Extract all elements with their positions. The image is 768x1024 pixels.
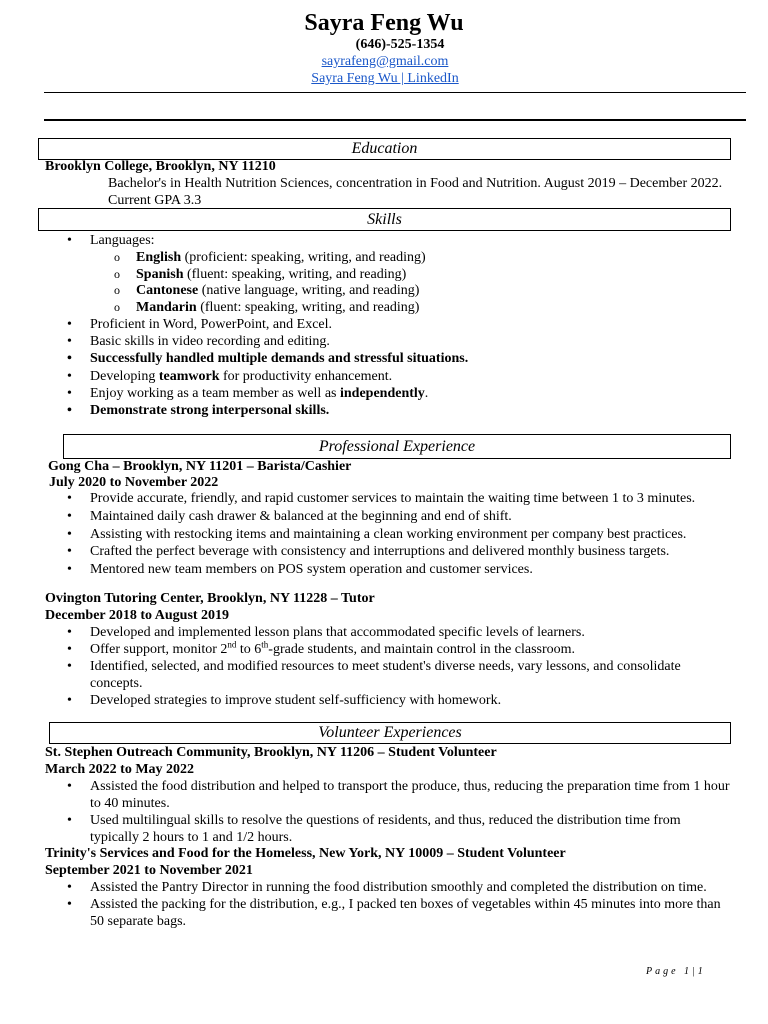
- job-dates: July 2020 to November 2022: [49, 475, 219, 490]
- language-item: [136, 299, 419, 316]
- volunteer-dates: September 2021 to November 2021: [45, 863, 253, 878]
- section-volunteer: [49, 722, 731, 744]
- phone-number: (646)-525-1354: [355, 37, 445, 52]
- language-name: Cantonese: [136, 283, 199, 298]
- list-item-continuation: 50 separate bags.: [90, 914, 187, 929]
- text-bold: teamwork: [158, 369, 220, 384]
- language-detail: (proficient: speaking, writing, and reading): [181, 250, 426, 265]
- list-item: • Successfully handled multiple demands and stressful situations.: [90, 350, 468, 367]
- list-item: • Proficient in Word, PowerPoint, and Excel.: [90, 316, 332, 333]
- degree: Bachelor's in Health Nutrition Sciences, concentration in Food and Nutrition. August 2019 – December 2022.: [108, 176, 723, 191]
- section-title: Volunteer Experiences: [318, 724, 462, 741]
- list-item: [90, 385, 428, 402]
- list-item: • Maintained daily cash drawer & balanced at the beginning and end of shift.: [90, 508, 512, 525]
- list-item-continuation: typically 2 hours to 1 and 1/2 hours.: [90, 830, 293, 845]
- section-title: Professional Experience: [318, 438, 476, 455]
- text: -grade students, and maintain control in the classroom.: [268, 642, 576, 657]
- text: for productivity enhancement.: [219, 369, 393, 384]
- language-name: Spanish: [136, 267, 184, 282]
- gpa: Current GPA 3.3: [108, 193, 202, 208]
- volunteer-dates: March 2022 to May 2022: [45, 762, 195, 777]
- list-item: • Assisted the Pantry Director in running the food distribution smoothly and completed the distribution on time.: [90, 879, 707, 896]
- list-item: • Used multilingual skills to resolve the questions of residents, and thus, reduced the distribution time from: [90, 812, 681, 829]
- volunteer-heading: St. Stephen Outreach Community, Brooklyn, NY 11206 – Student Volunteer: [45, 745, 497, 760]
- volunteer-heading: Trinity's Services and Food for the Homeless, New York, NY 10009 – Student Volunteer: [45, 846, 566, 861]
- school-name: Brooklyn College, Brooklyn, NY 11210: [45, 159, 276, 174]
- list-item: • Mentored new team members on POS system operation and customer services.: [90, 561, 533, 578]
- superscript: nd: [227, 639, 237, 650]
- list-item: [90, 641, 575, 658]
- list-item: • Assisting with restocking items and maintaining a clean working environment per company best practices.: [90, 526, 686, 543]
- section-experience: [63, 434, 731, 459]
- language-detail: (fluent: speaking, writing, and reading): [183, 267, 407, 282]
- section-skills: [38, 208, 731, 231]
- list-item-continuation: concepts.: [90, 676, 143, 691]
- text: .: [424, 386, 429, 401]
- text: Enjoy working as a team member as well as: [90, 386, 340, 401]
- page-number: Page 1|1: [646, 966, 706, 977]
- text: to 6: [236, 642, 262, 657]
- text: Developing: [90, 369, 159, 384]
- header-divider-thin: [44, 92, 746, 93]
- list-item: • Crafted the perfect beverage with consistency and interruptions and delivered monthly business targets.: [90, 543, 669, 560]
- list-item: • Provide accurate, friendly, and rapid customer services to maintain the waiting time between 1 to 3 minutes.: [90, 490, 695, 507]
- list-item: • Demonstrate strong interpersonal skills.: [90, 402, 329, 419]
- language-name: Mandarin: [136, 300, 197, 315]
- language-item: [136, 266, 406, 283]
- list-item: • Languages:: [90, 232, 155, 249]
- superscript: th: [261, 639, 269, 650]
- job-dates: December 2018 to August 2019: [45, 608, 230, 623]
- text-bold: independently: [339, 386, 425, 401]
- job-heading: Gong Cha – Brooklyn, NY 11201 – Barista/Cashier: [48, 459, 352, 474]
- list-item: • Identified, selected, and modified resources to meet student's diverse needs, vary lessons, and consolidate: [90, 658, 681, 675]
- job-heading: Ovington Tutoring Center, Brooklyn, NY 11228 – Tutor: [45, 591, 375, 606]
- list-item: • Developed strategies to improve student self-sufficiency with homework.: [90, 692, 501, 709]
- linkedin-link[interactable]: Sayra Feng Wu | LinkedIn: [311, 71, 459, 86]
- language-item: [136, 282, 419, 299]
- list-item: • Developed and implemented lesson plans that accommodated specific levels of learners.: [90, 624, 585, 641]
- language-name: English: [136, 250, 182, 265]
- section-title: Education: [351, 140, 418, 157]
- text: Offer support, monitor 2: [90, 642, 228, 657]
- list-item: [90, 368, 392, 385]
- list-item-continuation: to 40 minutes.: [90, 796, 170, 811]
- section-education: [38, 138, 731, 160]
- section-title: Skills: [367, 211, 402, 228]
- language-item: [136, 249, 426, 266]
- list-item: • Basic skills in video recording and editing.: [90, 333, 330, 350]
- header-divider-thick: [44, 119, 746, 121]
- list-item: • Assisted the food distribution and helped to transport the produce, thus, reducing the preparation time from 1 hour: [90, 778, 730, 795]
- email-link[interactable]: sayrafeng@gmail.com: [321, 54, 449, 69]
- candidate-name: Sayra Feng Wu: [304, 10, 464, 36]
- language-detail: (fluent: speaking, writing, and reading): [196, 300, 420, 315]
- language-detail: (native language, writing, and reading): [198, 283, 420, 298]
- list-item: • Assisted the packing for the distribution, e.g., I packed ten boxes of vegetables within 45 minutes into more than: [90, 896, 721, 913]
